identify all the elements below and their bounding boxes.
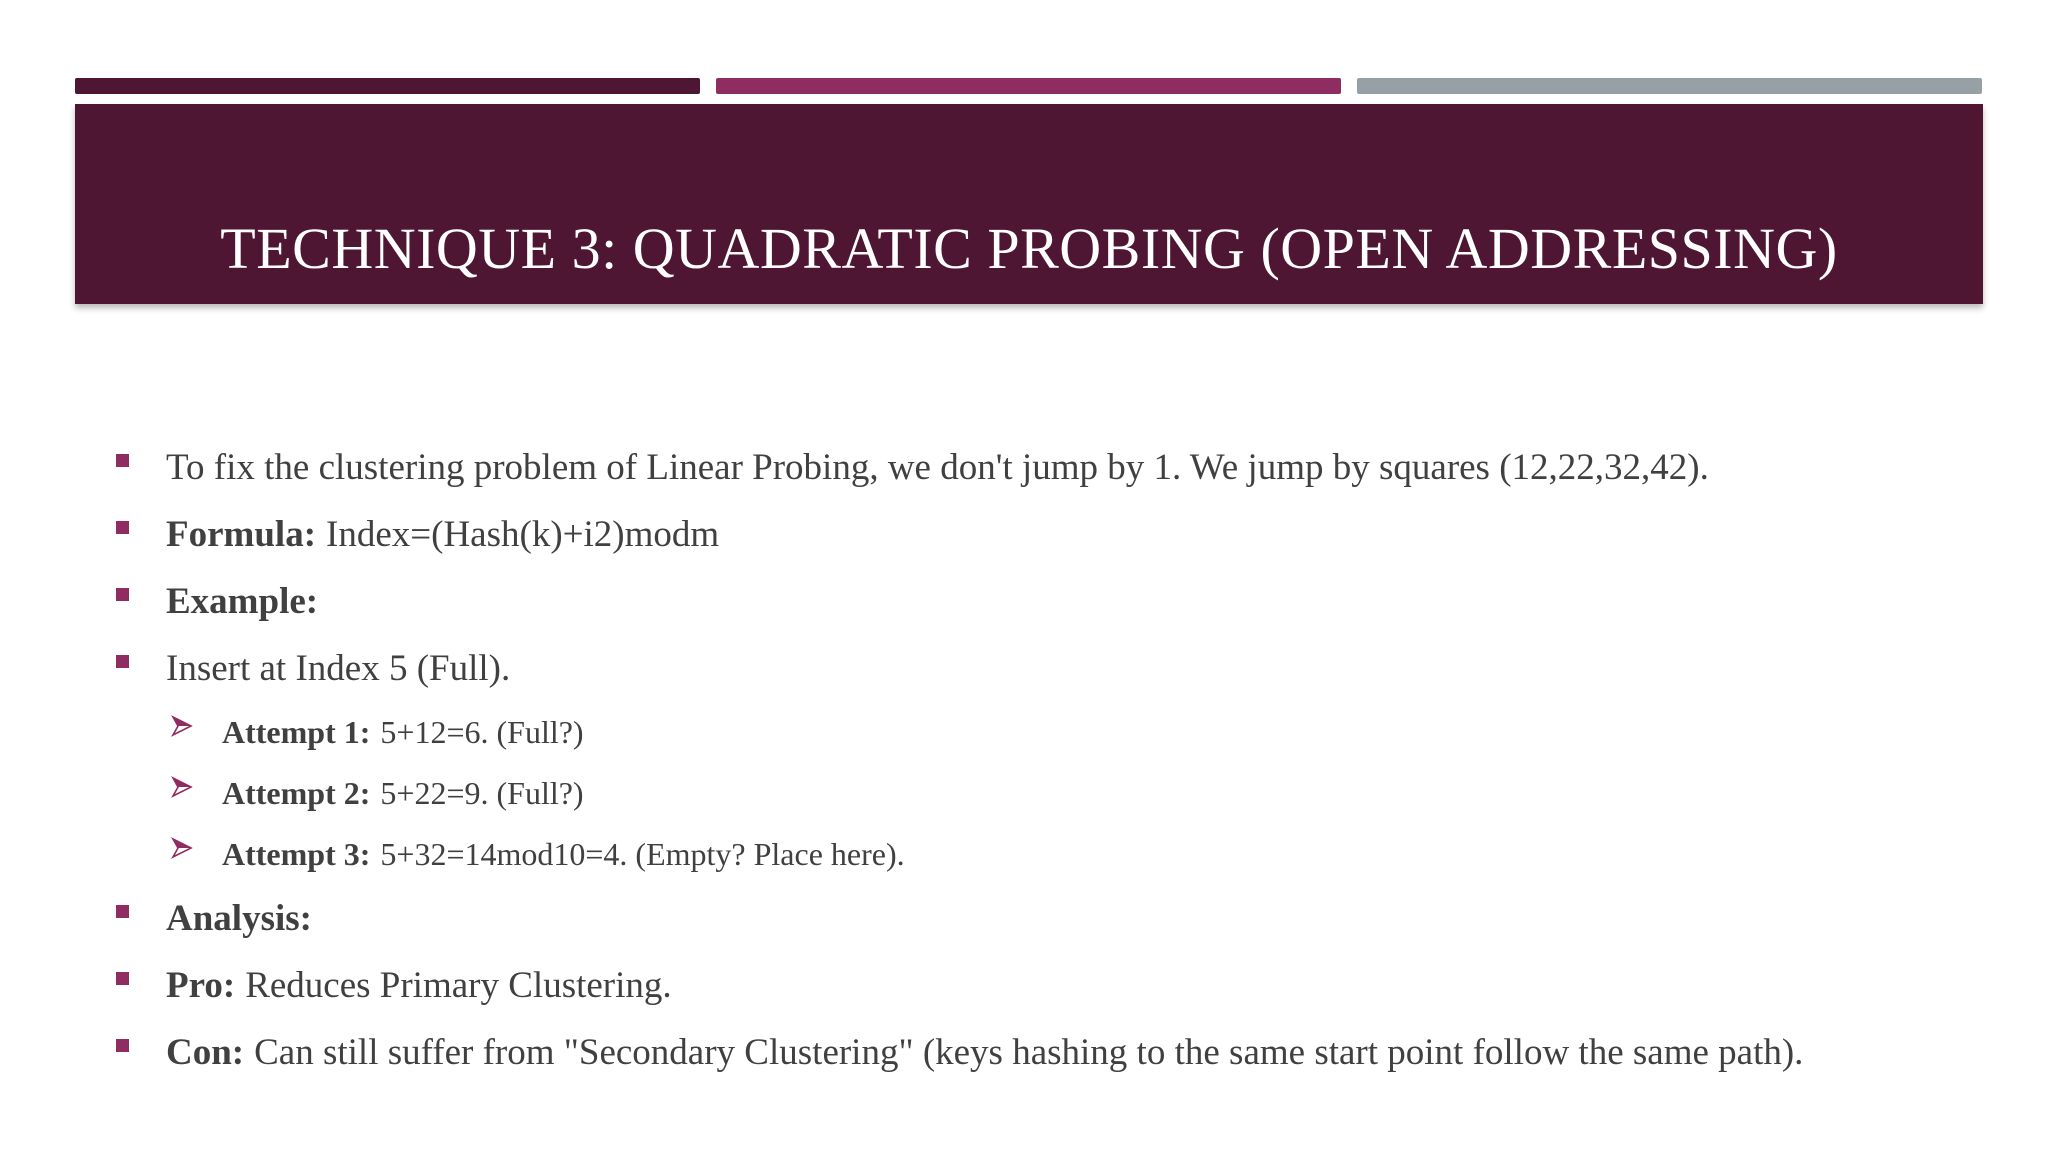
square-bullet-icon [116,454,129,467]
square-bullet-icon [116,588,129,601]
bullet-bold-label: Analysis: [166,898,312,939]
arrowhead-bullet-icon [170,775,194,799]
square-bullet-icon [116,521,129,534]
bullet-bold-label: Pro: [166,965,236,1006]
title-band [75,104,1983,304]
bullet-bold-label: Con: [166,1032,245,1073]
square-bullet-icon [116,905,129,918]
sub-bullet-bold-label: Attempt 2: [222,775,371,811]
bullet-item [116,952,1976,1019]
bullet-item [116,568,1976,635]
bullet-list [116,434,1976,1086]
bullet-bold-label: Formula: [166,514,317,555]
accent-bar-magenta [716,78,1341,94]
square-bullet-icon [116,655,129,668]
bullet-item [116,635,1976,702]
square-bullet-icon [116,1039,129,1052]
bullet-text: Reduces Primary Clustering. [245,965,672,1006]
accent-bar-dark [75,78,700,94]
sub-bullet-item [116,702,1976,763]
bullet-item [116,1019,1976,1086]
bullet-bold-label: Example: [166,581,319,622]
bullet-item [116,434,1976,501]
bullet-item [116,501,1976,568]
sub-bullet-item [116,824,1976,885]
slide-title: TECHNIQUE 3: QUADRATIC PROBING (OPEN ADDRESSING) [220,216,1838,281]
bullet-item [116,885,1976,952]
bullet-text: Insert at Index 5 (Full). [166,648,511,689]
sub-bullet-bold-label: Attempt 1: [222,714,371,750]
arrowhead-bullet-icon [170,836,194,860]
bullet-text: Index=(Hash(k)+i2)modm [326,514,720,555]
bullet-text: Can still suffer from "Secondary Clustering" (keys hashing to the same start point follow the same path). [254,1032,1804,1073]
square-bullet-icon [116,972,129,985]
accent-bar-gray [1357,78,1982,94]
sub-bullet-text: 5+22=9. (Full?) [380,775,584,811]
sub-bullet-item [116,763,1976,824]
arrowhead-bullet-icon [170,714,194,738]
sub-bullet-bold-label: Attempt 3: [222,836,371,872]
bullet-text: To fix the clustering problem of Linear Probing, we don't jump by 1. We jump by squares (12,22,32,42). [166,447,1709,488]
sub-bullet-text: 5+12=6. (Full?) [380,714,584,750]
sub-bullet-text: 5+32=14mod10=4. (Empty? Place here). [380,836,905,872]
